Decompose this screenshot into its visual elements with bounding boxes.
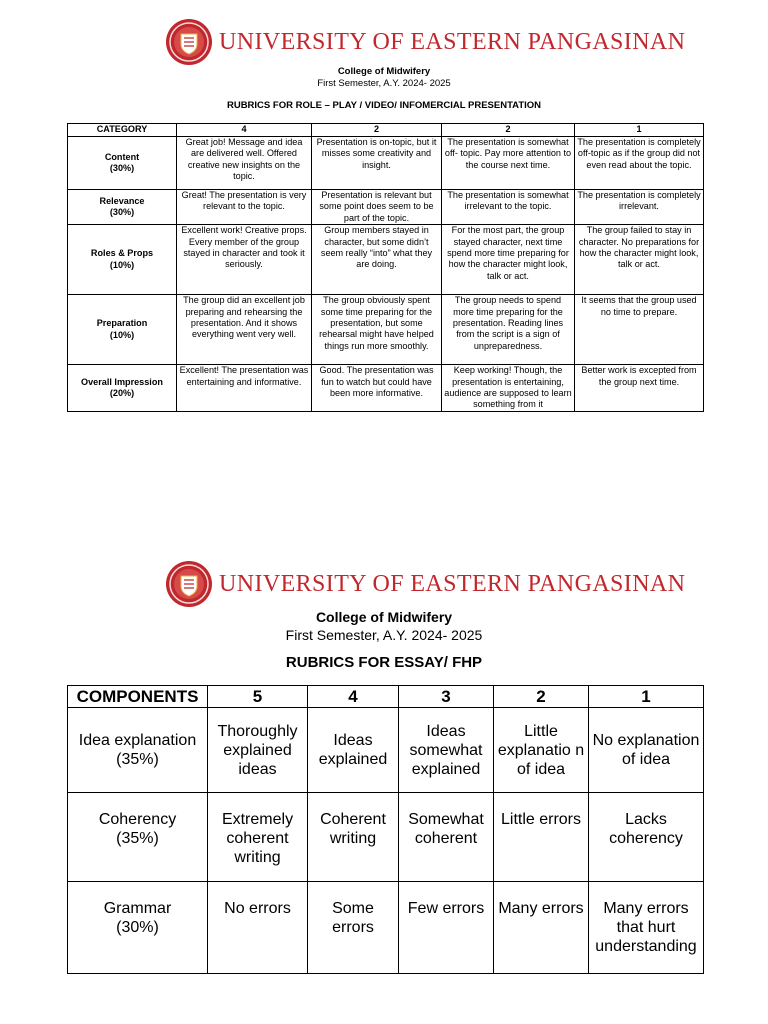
rubric-cell: For the most part, the group stayed character, next time spend more time preparing for how the character might look, talk or act. [442,225,575,295]
rubric-cell: No explanation of idea [589,708,704,793]
category-label: Relevance [99,195,145,206]
essay-rubric-table [67,685,704,974]
rubric-cell: Excellent! The presentation was entertaining and informative. [177,365,312,412]
rubric-cell: Many errors [494,882,589,974]
rubric-cell: Coherent writing [308,793,399,882]
component-weight: (30%) [116,919,159,936]
component-weight: (35%) [116,830,159,847]
header-cell: COMPONENTS [68,686,208,708]
table-row [68,137,704,190]
component-cell [68,882,208,974]
header-cell: 2 [494,686,589,708]
rubric-cell: Extremely coherent writing [208,793,308,882]
header-cell: 5 [208,686,308,708]
table-row [68,295,704,365]
rubric-cell: Group members stayed in character, but some didn’t seem really “into” what they are doing. [312,225,442,295]
rubric-cell: Keep working! Though, the presentation is entertaining, audience are supposed to learn something from it [442,365,575,412]
table-header-row [68,124,704,137]
rubric-cell: Good. The presentation was fun to watch but could have been more informative. [312,365,442,412]
category-label: Overall Impression [81,376,163,387]
table-row [68,708,704,793]
category-cell [68,190,177,225]
table-row [68,225,704,295]
semester-text: First Semester, A.Y. 2024- 2025 [285,627,483,643]
header-cell: 4 [177,124,312,137]
university-name: UNIVERSITY OF EASTERN PANGASINAN [219,570,686,597]
rubric-cell: The presentation is completely irrelevant. [575,190,704,225]
header-cell: 1 [589,686,704,708]
category-label: Roles & Props [90,248,154,259]
component-cell [68,793,208,882]
rubric-cell: No errors [208,882,308,974]
rubric-cell: Ideas explained [308,708,399,793]
table-header-row [68,686,704,708]
rubric-title: RUBRICS FOR ROLE – PLAY / VIDEO/ INFOMERCIAL PRESENTATION [226,100,542,111]
college-name: College of Midwifery [337,66,431,77]
header-cell: 2 [312,124,442,137]
category-weight: (10%) [109,329,135,340]
header-cell: 3 [399,686,494,708]
component-weight: (35%) [116,751,159,768]
rubric-cell: The group failed to stay in character. No preparations for how the character might look, talk or act. [575,225,704,295]
table-row [68,365,704,412]
header-cell: CATEGORY [68,124,177,137]
rubric-title: RUBRICS FOR ESSAY/ FHP [285,654,483,671]
table-row [68,882,704,974]
rubric-cell: It seems that the group used no time to prepare. [575,295,704,365]
university-name: UNIVERSITY OF EASTERN PANGASINAN [219,28,686,55]
rubric-cell: The presentation is completely off-topic as if the group did not even read about the topic. [575,137,704,190]
rubric-cell: The group obviously spent some time preparing for the presentation, but some rehearsal might have helped things run more smoothly. [312,295,442,365]
category-weight: (30%) [109,163,135,173]
university-header [165,18,685,66]
header-cell: 4 [308,686,399,708]
college-name: College of Midwifery [315,609,453,625]
rubric-cell: Great job! Message and idea are delivered well. Offered creative new insights on the topic. [177,137,312,190]
category-weight: (20%) [109,388,135,399]
component-label: Coherency [98,811,177,828]
category-label: Preparation [96,318,148,329]
rubric-cell: Excellent work! Creative props. Every member of the group stayed in character and took it seriously. [177,225,312,295]
rubric-cell: Ideas somewhat explained [399,708,494,793]
rubric-cell: Little explanatio n of idea [494,708,589,793]
header-cell: 1 [575,124,704,137]
category-weight: (10%) [109,259,135,270]
rubric-cell: Some errors [308,882,399,974]
category-cell [68,137,177,190]
university-seal-icon [165,18,213,66]
table-row [68,793,704,882]
component-label: Grammar [103,900,172,917]
university-seal-icon [165,560,213,608]
component-cell [68,708,208,793]
category-cell [68,365,177,412]
rubric-cell: Many errors that hurt understanding [589,882,704,974]
rubric-cell: Thoroughly explained ideas [208,708,308,793]
rubric-cell: Little errors [494,793,589,882]
roleplay-rubric-table [67,123,704,412]
table-row [68,190,704,225]
university-header [165,560,685,608]
rubric-cell: Presentation is on-topic, but it misses some creativity and insight. [312,137,442,190]
rubric-cell: Somewhat coherent [399,793,494,882]
rubric-cell: The presentation is somewhat irrelevant to the topic. [442,190,575,225]
component-label: Idea explanation [78,732,197,749]
rubric-cell: Few errors [399,882,494,974]
category-weight: (30%) [109,207,135,218]
rubric-cell: The presentation is somewhat off- topic. Pay more attention to the course next time. [442,137,575,190]
rubric-cell: Lacks coherency [589,793,704,882]
rubric-cell: The group did an excellent job preparing and rehearsing the presentation. And it shows everything went very well. [177,295,312,365]
rubric-cell: Presentation is relevant but some point does seem to be part of the topic. [312,190,442,225]
rubric-cell: The group needs to spend more time preparing for the presentation. Reading lines from the script is a sign of unpreparedness. [442,295,575,365]
rubric-cell: Better work is excepted from the group next time. [575,365,704,412]
header-cell: 2 [442,124,575,137]
category-cell [68,225,177,295]
category-cell [68,295,177,365]
category-label: Content [104,151,140,162]
semester-text: First Semester, A.Y. 2024- 2025 [317,78,451,89]
rubric-cell: Great! The presentation is very relevant to the topic. [177,190,312,225]
